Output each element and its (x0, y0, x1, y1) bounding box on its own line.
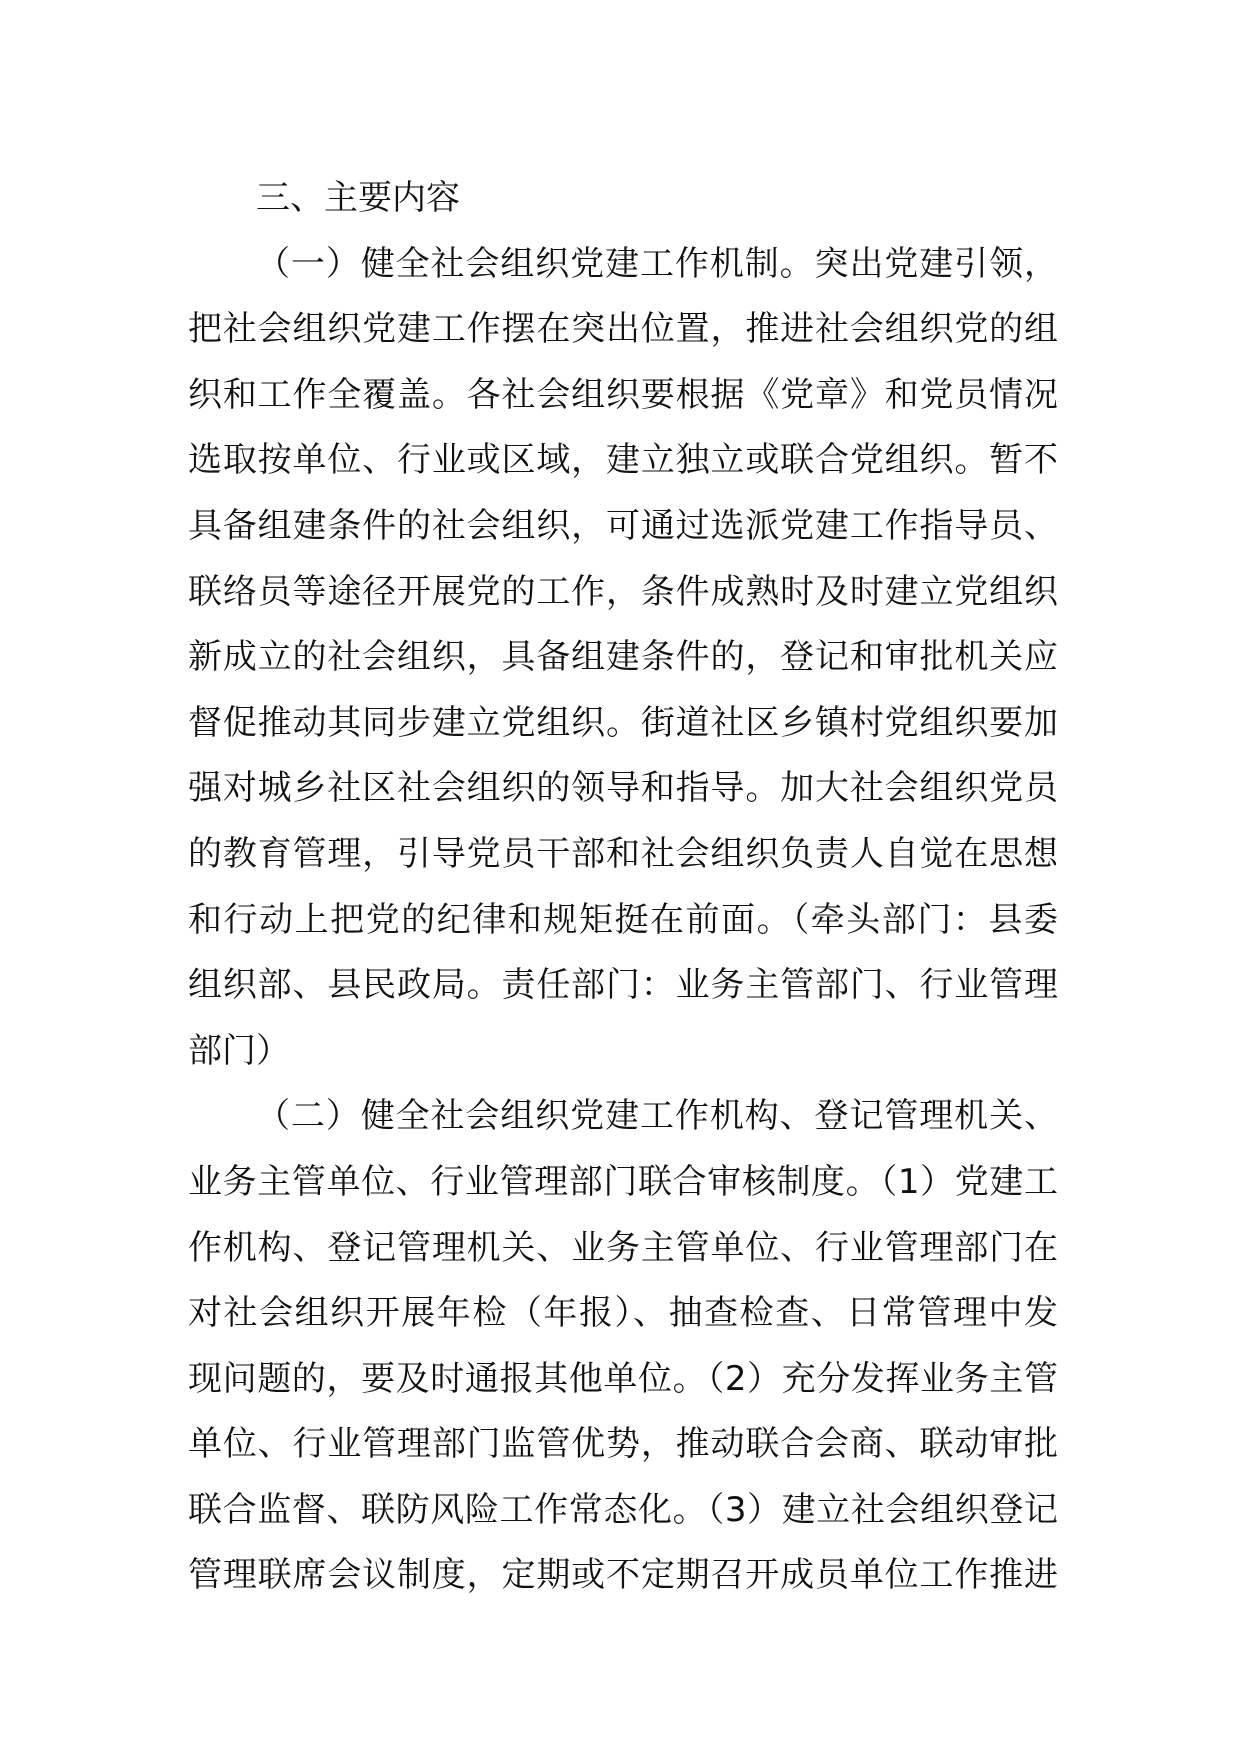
paragraph-line: 业务主管单位、行业管理部门联合审核制度。（1）党建工 (188, 1161, 1058, 1202)
paragraph-line: 织和工作全覆盖。各社会组织要根据《党章》和党员情况 (188, 374, 1058, 415)
paragraph-line: 管理联席会议制度，定期或不定期召开成员单位工作推进 (188, 1555, 1058, 1596)
paragraph-line: 现问题的，要及时通报其他单位。（2）充分发挥业务主管 (188, 1358, 1058, 1399)
document-body (188, 166, 1058, 1609)
paragraph-line: 作机构、登记管理机关、业务主管单位、行业管理部门在 (188, 1227, 1058, 1268)
paragraph-line: 联络员等途径开展党的工作，条件成熟时及时建立党组织 (188, 571, 1058, 612)
paragraph-line: （二）健全社会组织党建工作机构、登记管理机关、 (256, 1096, 1058, 1137)
paragraph-line: （一）健全社会组织党建工作机制。突出党建引领， (256, 243, 1058, 284)
paragraph-line: 督促推动其同步建立党组织。街道社区乡镇村党组织要加 (188, 702, 1058, 743)
paragraph-line: 单位、行业管理部门监管优势，推动联合会商、联动审批 (188, 1424, 1058, 1465)
paragraph-line: 对社会组织开展年检（年报）、抽查检查、日常管理中发 (188, 1293, 1058, 1334)
paragraph-line: 把社会组织党建工作摆在突出位置，推进社会组织党的组 (188, 309, 1058, 350)
paragraph-line: 新成立的社会组织，具备组建条件的，登记和审批机关应 (188, 637, 1058, 678)
section-heading: 三、主要内容 (256, 178, 460, 218)
section-two (188, 1084, 1058, 1609)
section-one (188, 232, 1058, 1085)
paragraph-line: 组织部、县民政局。责任部门：业务主管部门、行业管理 (188, 965, 1058, 1006)
paragraph-line: 和行动上把党的纪律和规矩挺在前面。（牵头部门：县委 (188, 899, 1058, 940)
paragraph-line: 部门） (188, 1030, 290, 1071)
paragraph-line: 强对城乡社区社会组织的领导和指导。加大社会组织党员 (188, 768, 1058, 809)
paragraph-line: 具备组建条件的社会组织，可通过选派党建工作指导员、 (188, 505, 1058, 546)
paragraph-line: 的教育管理，引导党员干部和社会组织负责人自觉在思想 (188, 833, 1058, 874)
paragraph-line: 联合监督、联防风险工作常态化。（3）建立社会组织登记 (188, 1489, 1058, 1530)
paragraph-line: 选取按单位、行业或区域，建立独立或联合党组织。暂不 (188, 440, 1058, 481)
